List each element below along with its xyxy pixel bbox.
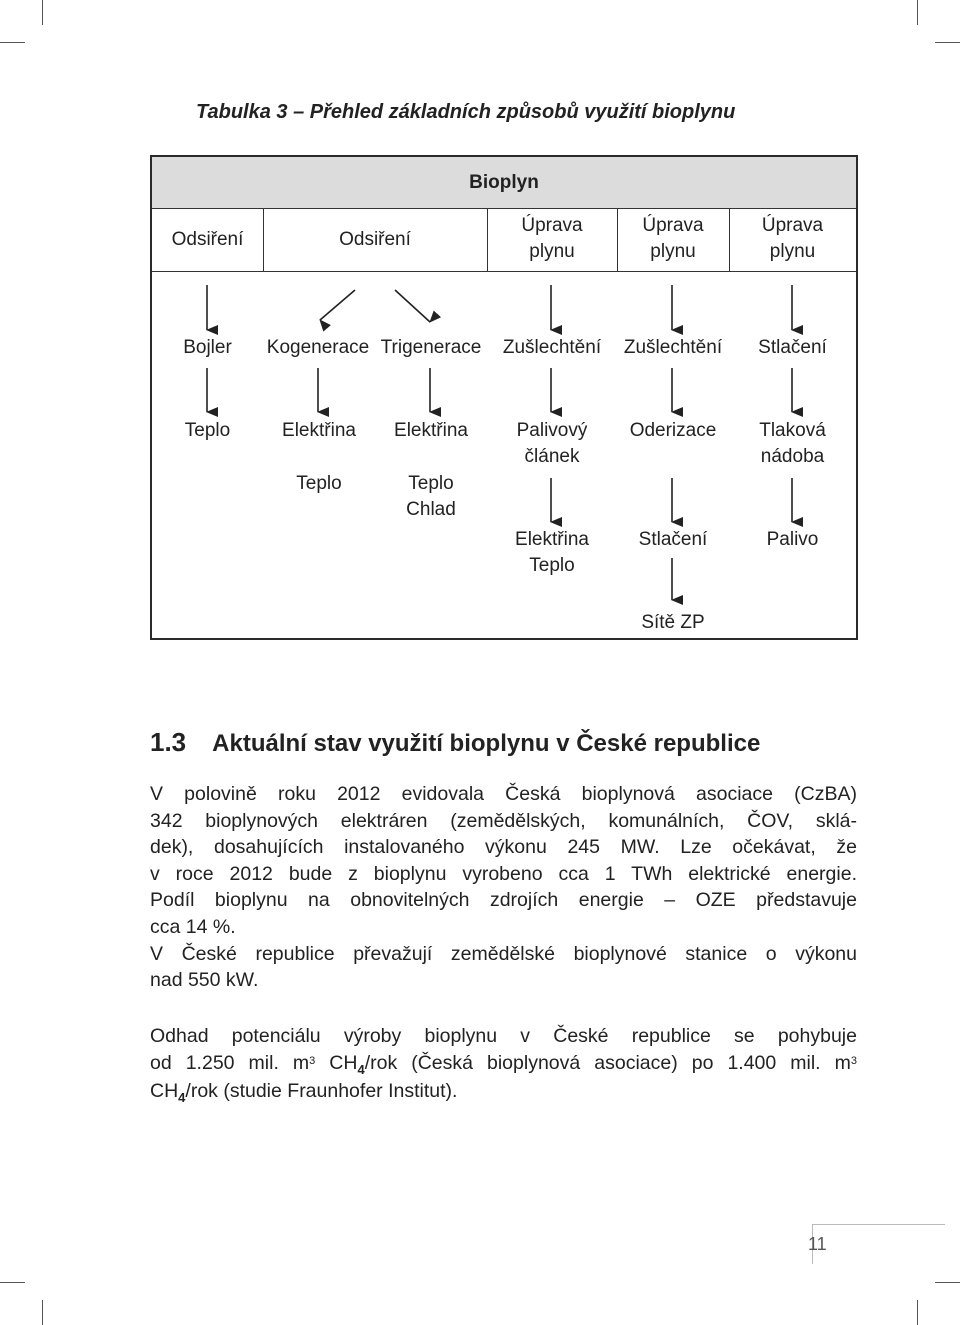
table-cell: Elektřina Teplo [515, 529, 589, 576]
table-cell: Úprava plynu [761, 215, 824, 262]
text-line: Odhad potenciálu výroby bioplynu v České republice se pohybuje [150, 1025, 857, 1047]
text-line: cca 14 %. [150, 915, 236, 938]
body-paragraph [150, 781, 857, 994]
table-cell: Palivový článek [516, 420, 588, 467]
table-caption: Tabulka 3 – Přehled základních způsobů využití bioplynu [196, 101, 736, 123]
text-fragment: CH [150, 1080, 179, 1103]
table-cell: Tlaková nádoba [759, 420, 826, 467]
footer-rule [812, 1224, 945, 1225]
table-cell: Stlačení [758, 337, 827, 358]
table-cell: Zušlechtění [502, 337, 602, 358]
table-cell: Zušlechtění [623, 337, 723, 358]
subscript: 4 [357, 1061, 365, 1077]
section-number: 1.3 [150, 727, 187, 757]
text-fragment: od 1.250 mil. m [150, 1051, 310, 1074]
table-cell: Teplo [296, 473, 342, 494]
text-line [150, 1078, 857, 1107]
table-cell: Trigenerace [380, 337, 482, 358]
table-cell: Teplo Chlad [406, 473, 456, 520]
subscript: 4 [178, 1090, 186, 1106]
superscript: 3 [309, 1054, 316, 1067]
superscript: 3 [850, 1054, 857, 1067]
table-cell: Odsiření [339, 229, 411, 250]
table-cell: Sítě ZP [641, 612, 705, 633]
table-cell: Oderizace [629, 420, 717, 441]
table-cell: Odsiření [171, 229, 244, 250]
body-paragraph [150, 1023, 857, 1107]
table-cell: Úprava plynu [521, 215, 583, 262]
text-line: v roce 2012 bude z bioplynu vyrobeno cca 1 TWh elektrické energie. [150, 862, 857, 885]
text-fragment: /rok (studie Fraunhofer Institut). [185, 1080, 458, 1103]
table-cell: Stlačení [638, 529, 708, 550]
text-fragment: /rok (Česká bioplynová asociace) po 1.400 mil. m [364, 1051, 851, 1074]
text-line: Podíl bioplynu na obnovitelných zdrojích energie – OZE představuje [150, 889, 857, 912]
text-line: nad 550 kW. [150, 969, 259, 992]
arrow-diagonal-left [320, 290, 355, 320]
text-line: dek), dosahujících instalovaného výkonu 245 MW. Lze očekávat, že [150, 836, 857, 859]
arrow-diagonal-right [395, 290, 430, 322]
table-cell: Elektřina [282, 420, 356, 441]
table-cell: Kogenerace [266, 337, 370, 358]
text-fragment: CH [315, 1051, 358, 1074]
section-heading [150, 727, 760, 758]
section-title: Aktuální stav využití bioplynu v České republice [212, 730, 761, 757]
text-line [150, 1050, 857, 1079]
table-cell: Úprava plynu [642, 215, 704, 262]
table-cell: Bojler [183, 337, 232, 358]
table-cell: Teplo [184, 420, 231, 441]
table-cell: Elektřina [394, 420, 468, 441]
text-line: 342 bioplynových elektráren (zemědělských, komunálních, ČOV, sklá- [150, 809, 857, 832]
text-line: V České republice převažují zemědělské bioplynové stanice o výkonu [150, 942, 857, 965]
table-header: Bioplyn [152, 157, 856, 209]
text-line: V polovině roku 2012 evidovala Česká bioplynová asociace (CzBA) [150, 783, 857, 805]
page-number: 11 [808, 1234, 827, 1254]
table-cell: Palivo [766, 529, 819, 550]
